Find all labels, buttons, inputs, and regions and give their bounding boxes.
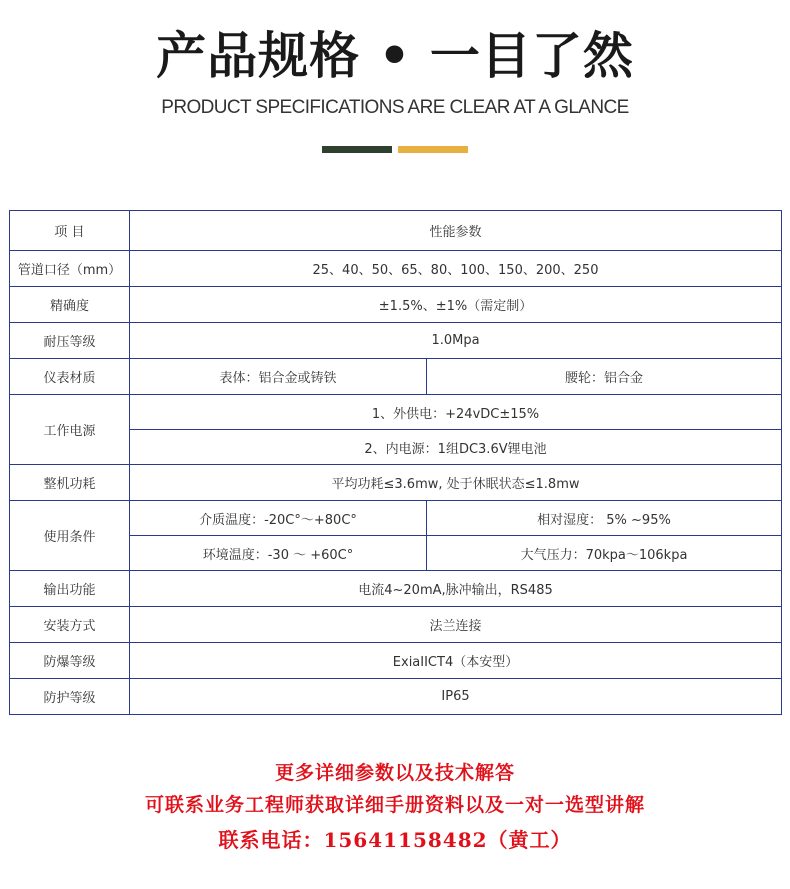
table-row	[10, 679, 782, 715]
row-label: 使用条件	[10, 501, 130, 571]
row-label: 安装方式	[10, 607, 130, 643]
table-row	[10, 643, 782, 679]
table-row	[10, 395, 782, 430]
table-header-row	[10, 211, 782, 251]
row-label: 精确度	[10, 287, 130, 323]
row-value: 2、内电源：1组DC3.6V锂电池	[130, 430, 782, 465]
table-row	[10, 287, 782, 323]
row-label: 管道口径（mm）	[10, 251, 130, 287]
row-value: 电流4~20mA,脉冲输出，RS485	[130, 571, 782, 607]
row-value: ExiaIICT4（本安型）	[130, 643, 782, 679]
table-row	[10, 323, 782, 359]
header-params-cell: 性能参数	[130, 211, 782, 251]
row-value: 大气压力：70kpa～106kpa	[427, 536, 782, 571]
row-value: 1.0Mpa	[130, 323, 782, 359]
table-row	[10, 465, 782, 501]
footer-line-more-info: 更多详细参数以及技术解答	[274, 762, 515, 784]
page-title: 产品规格 • 一目了然	[156, 27, 634, 85]
row-value: 法兰连接	[130, 607, 782, 643]
accent-bar-gold	[398, 146, 468, 153]
row-value: 平均功耗≤3.6mw, 处于休眠状态≤1.8mw	[130, 465, 782, 501]
row-value: 腰轮：铝合金	[427, 359, 782, 395]
table-row	[10, 501, 782, 536]
header-item-cell: 项 目	[10, 211, 130, 251]
row-value: 介质温度：-20C°～+80C°	[130, 501, 427, 536]
row-label: 输出功能	[10, 571, 130, 607]
row-value: 25、40、50、65、80、100、150、200、250	[130, 251, 782, 287]
row-value: IP65	[130, 679, 782, 715]
row-label: 仪表材质	[10, 359, 130, 395]
footer-line-contact-engineer: 可联系业务工程师获取详细手册资料以及一对一选型讲解	[144, 794, 645, 816]
table-row	[10, 359, 782, 395]
row-label: 整机功耗	[10, 465, 130, 501]
spec-table	[9, 210, 782, 715]
row-label: 耐压等级	[10, 323, 130, 359]
row-label: 工作电源	[10, 395, 130, 465]
row-value: ±1.5%、±1%（需定制）	[130, 287, 782, 323]
accent-bar-dark	[322, 146, 392, 153]
row-label: 防护等级	[10, 679, 130, 715]
table-row	[10, 251, 782, 287]
table-row	[10, 571, 782, 607]
page-subtitle: PRODUCT SPECIFICATIONS ARE CLEAR AT A GLANCE	[161, 97, 629, 118]
footer-line-phone: 联系电话：15641158482（黄工）	[218, 828, 572, 852]
row-value: 1、外供电：+24vDC±15%	[130, 395, 782, 430]
row-value: 表体：铝合金或铸铁	[130, 359, 427, 395]
row-label: 防爆等级	[10, 643, 130, 679]
row-value: 环境温度：-30 ～ +60C°	[130, 536, 427, 571]
row-value: 相对湿度： 5% ~95%	[427, 501, 782, 536]
table-row	[10, 607, 782, 643]
